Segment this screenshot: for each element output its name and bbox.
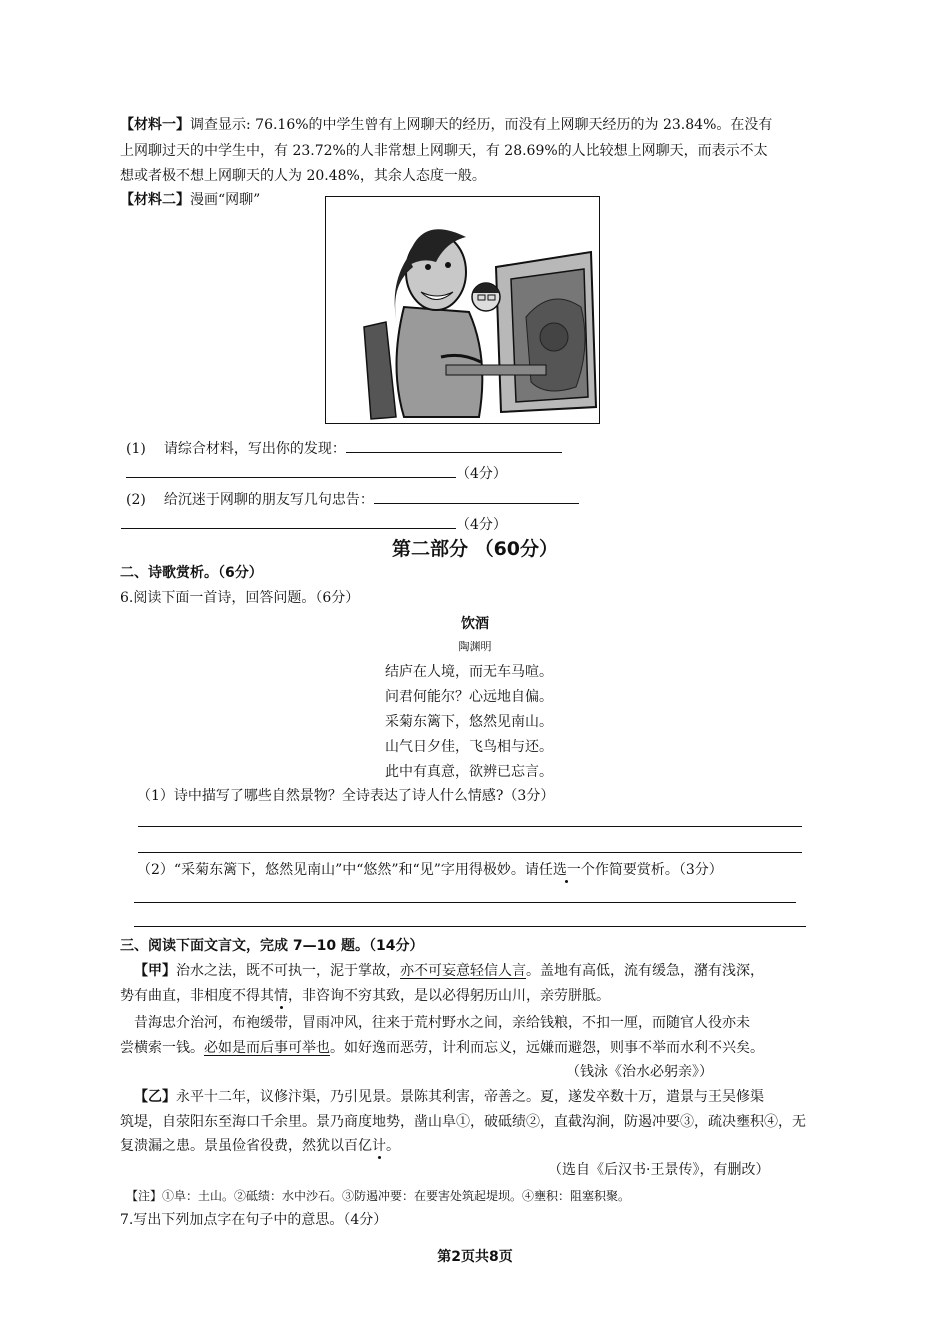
passage-jia-line4: 尝横索一钱。必如是而后事可举也。如好逸而恶劳，计利而忘义，远嫌而避怨，则事不举而水利不兴矣。: [120, 1040, 764, 1056]
question-1: (1) 请综合材料，写出你的发现：: [126, 438, 562, 459]
passage-jia-line1: 【甲】治水之法，既不可执一，泥于掌故，亦不可妄意轻信人言。盖地有高低，流有缓急，潴有浅深，: [134, 963, 764, 979]
poem-line-2: 问君何能尔？心远地自偏。: [385, 689, 553, 705]
material1-line1: 【材料一】调查显示: 76.16%的中学生曾有上网聊天的经历，而没有上网聊天经历的为 23.84%。在没有: [120, 117, 773, 133]
passage-jia-source: （钱泳《治水必躬亲》）: [566, 1064, 713, 1080]
question-2: (2) 给沉迷于网聊的朋友写几句忠告：: [126, 489, 579, 510]
dotted-char-ji: 计: [372, 1138, 386, 1154]
poem-title: 饮酒: [461, 616, 489, 632]
poem-line-1: 结庐在人境，而无车马喧。: [385, 664, 553, 680]
poem-line-3: 采菊东篱下，悠然见南山。: [385, 714, 553, 730]
annotation-note: 【注】①阜：土山。②砥绩：水中沙石。③防遏冲要：在要害处筑起堤坝。④壅积：阻塞积聚。: [126, 1189, 631, 1203]
poem-author: 陶渊明: [458, 640, 492, 653]
material1-tag: 【材料一】: [120, 117, 190, 133]
poem-line-5: 此中有真意，欲辨已忘言。: [385, 764, 553, 780]
comic-image: [325, 196, 600, 424]
underlined-sentence-2: 必如是而后事可举也: [204, 1040, 330, 1056]
question-1-line2: （4分）: [126, 463, 507, 484]
material2-label: 【材料二】漫画“网聊”: [120, 192, 261, 208]
comic-illustration: [326, 197, 599, 423]
answer-blank-2a[interactable]: [374, 489, 579, 504]
dotted-char-qing: 情: [274, 988, 288, 1004]
answer-line-6-1b[interactable]: [138, 852, 802, 853]
question-6-sub2: （2）“采菊东篱下，悠然见南山”中“悠然”和“见”字用得极妙。请任选一个作简要赏析。（3分）: [137, 862, 723, 878]
passage-yi-line1: 【乙】永平十二年，议修汴渠，乃引见景。景陈其利害，帝善之。夏，遂发卒数十万，遣景与王吴修渠: [134, 1089, 764, 1105]
answer-line-6-2a[interactable]: [134, 902, 796, 903]
material1-line2: 上网聊过天的中学生中，有 23.72%的人非常想上网聊天，有 28.69%的人比较想上网聊天，而表示不太: [120, 143, 768, 159]
passage-yi-source: （选自《后汉书·王景传》，有删改）: [548, 1162, 770, 1178]
passage-yi-line3: 复溃漏之患。景虽俭省役费，然犹以百亿计。: [120, 1138, 400, 1154]
passage-yi-line2: 筑堤，自荥阳东至海口千余里。景乃商度地势，凿山阜①，破砥绩②，直截沟涧，防遏冲要③，疏决壅积④，无: [120, 1114, 806, 1130]
answer-line-6-2b[interactable]: [134, 926, 806, 927]
poem-line-4: 山气日夕佳，飞鸟相与还。: [385, 739, 553, 755]
question-6: 6.阅读下面一首诗，回答问题。（6分）: [120, 590, 360, 606]
emphasis-dotted: 任选一个: [538, 862, 595, 878]
part2-title: 第二部分 （60分）: [391, 538, 559, 560]
passage-jia-line3: 昔海忠介治河，布袍缓带，冒雨冲风，往来于荒村野水之间，亲给钱粮，不扣一厘，而随官人役亦未: [134, 1015, 750, 1031]
underlined-sentence-1: 亦不可妄意轻信人言: [400, 963, 526, 979]
question-7: 7.写出下列加点字在句子中的意思。（4分）: [120, 1212, 388, 1228]
answer-blank-2b[interactable]: [121, 514, 456, 529]
answer-blank-1b[interactable]: [126, 463, 456, 478]
passage-jia-line2: 势有曲直，非相度不得其情，非咨询不穷其致，是以必得躬历山川，亲劳胼胝。: [120, 988, 610, 1004]
question-6-sub1: （1）诗中描写了哪些自然景物？全诗表达了诗人什么情感?（3分）: [137, 788, 555, 804]
material1-line3: 想或者极不想上网聊天的人为 20.48%，其余人态度一般。: [120, 168, 486, 184]
answer-blank-1a[interactable]: [346, 438, 562, 453]
section2-heading: 二、诗歌赏析。（6分）: [120, 565, 263, 581]
answer-line-6-1a[interactable]: [138, 826, 802, 827]
question-2-line2: （4分）: [121, 514, 507, 535]
section3-heading: 三、阅读下面文言文，完成 7—10 题。（14分）: [120, 938, 424, 954]
page-footer: 第2页共8页: [437, 1249, 513, 1265]
